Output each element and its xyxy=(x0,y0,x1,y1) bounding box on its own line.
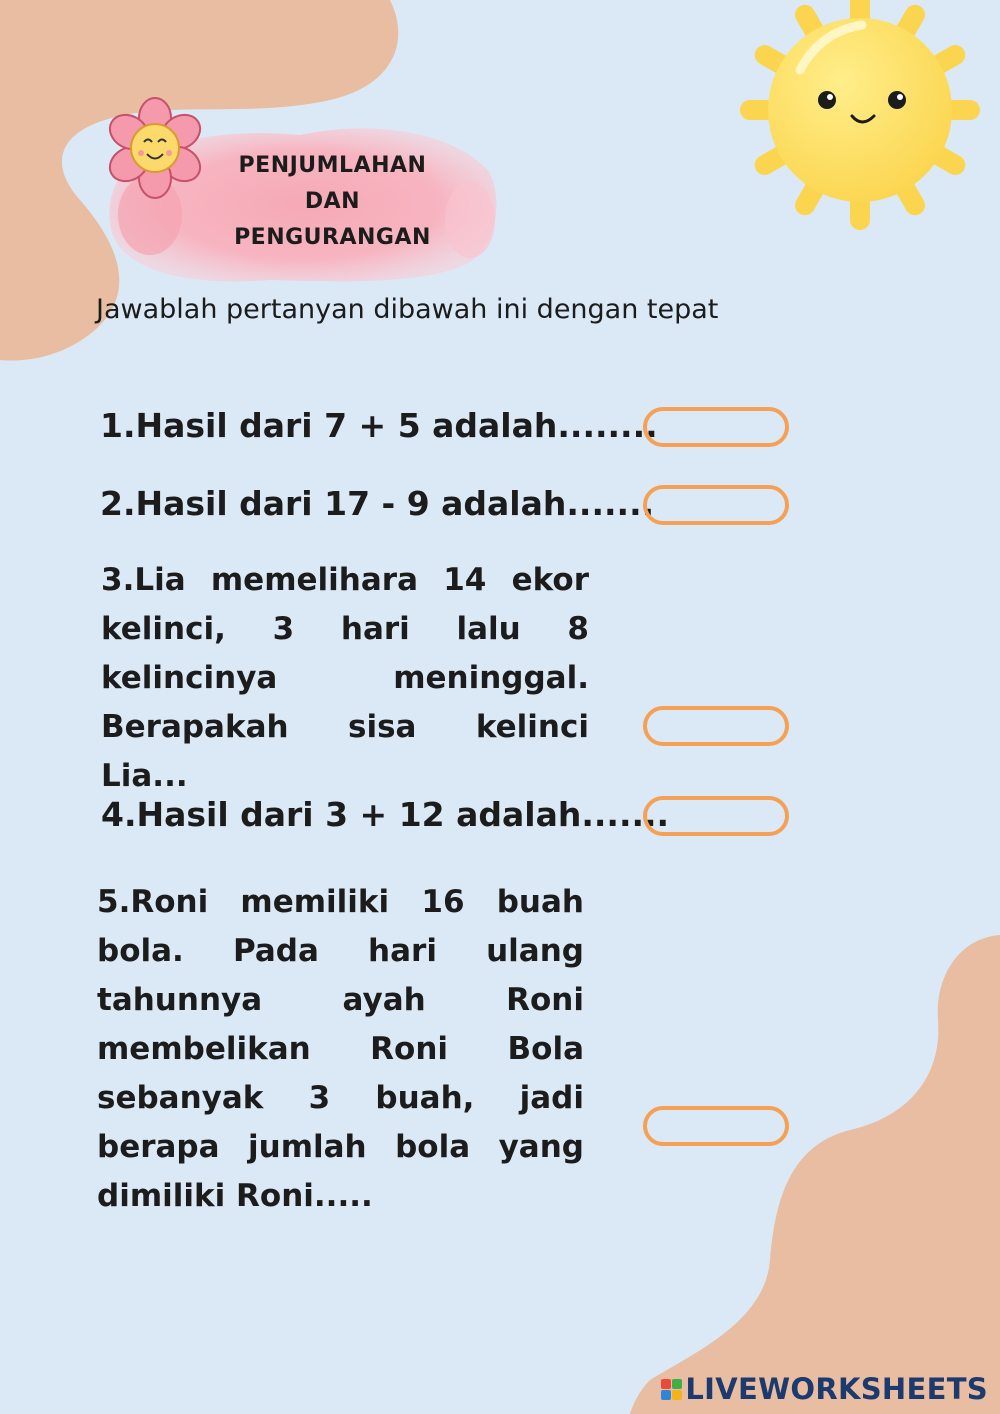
liveworksheets-brand xyxy=(661,1372,988,1406)
question-2: 2.Hasil dari 17 - 9 adalah....... xyxy=(100,484,655,523)
instruction-text: Jawablah pertanyan dibawah ini dengan tepat xyxy=(96,294,719,325)
question-1: 1.Hasil dari 7 + 5 adalah........ xyxy=(100,406,658,445)
answer-input-2[interactable] xyxy=(643,485,789,525)
title-line-3: PENGURANGAN xyxy=(234,225,431,250)
smiling-sun-icon xyxy=(740,0,980,230)
answer-input-3[interactable] xyxy=(643,706,789,746)
answer-input-5[interactable] xyxy=(643,1106,789,1146)
liveworksheets-logo-icon xyxy=(661,1379,682,1400)
answer-input-1[interactable] xyxy=(643,407,789,447)
question-3: 3.Lia memelihara 14 ekor kelinci, 3 hari lalu 8 kelincinya meninggal. Berapakah sisa kelinci Lia... xyxy=(101,562,589,794)
question-4: 4.Hasil dari 3 + 12 adalah....... xyxy=(101,795,670,834)
title-line-2: DAN xyxy=(304,189,361,214)
brand-name: LIVEWORKSHEETS xyxy=(685,1372,988,1406)
question-5: 5.Roni memiliki 16 buah bola. Pada hari ulang tahunnya ayah Roni membelikan Roni Bola sebanyak 3 buah, jadi berapa jumlah bola yang dimiliki Roni..... xyxy=(97,884,584,1214)
page-title xyxy=(190,148,475,256)
answer-input-4[interactable] xyxy=(643,796,789,836)
title-line-1: PENJUMLAHAN xyxy=(238,153,427,178)
bottom-right-blob xyxy=(630,935,1000,1414)
